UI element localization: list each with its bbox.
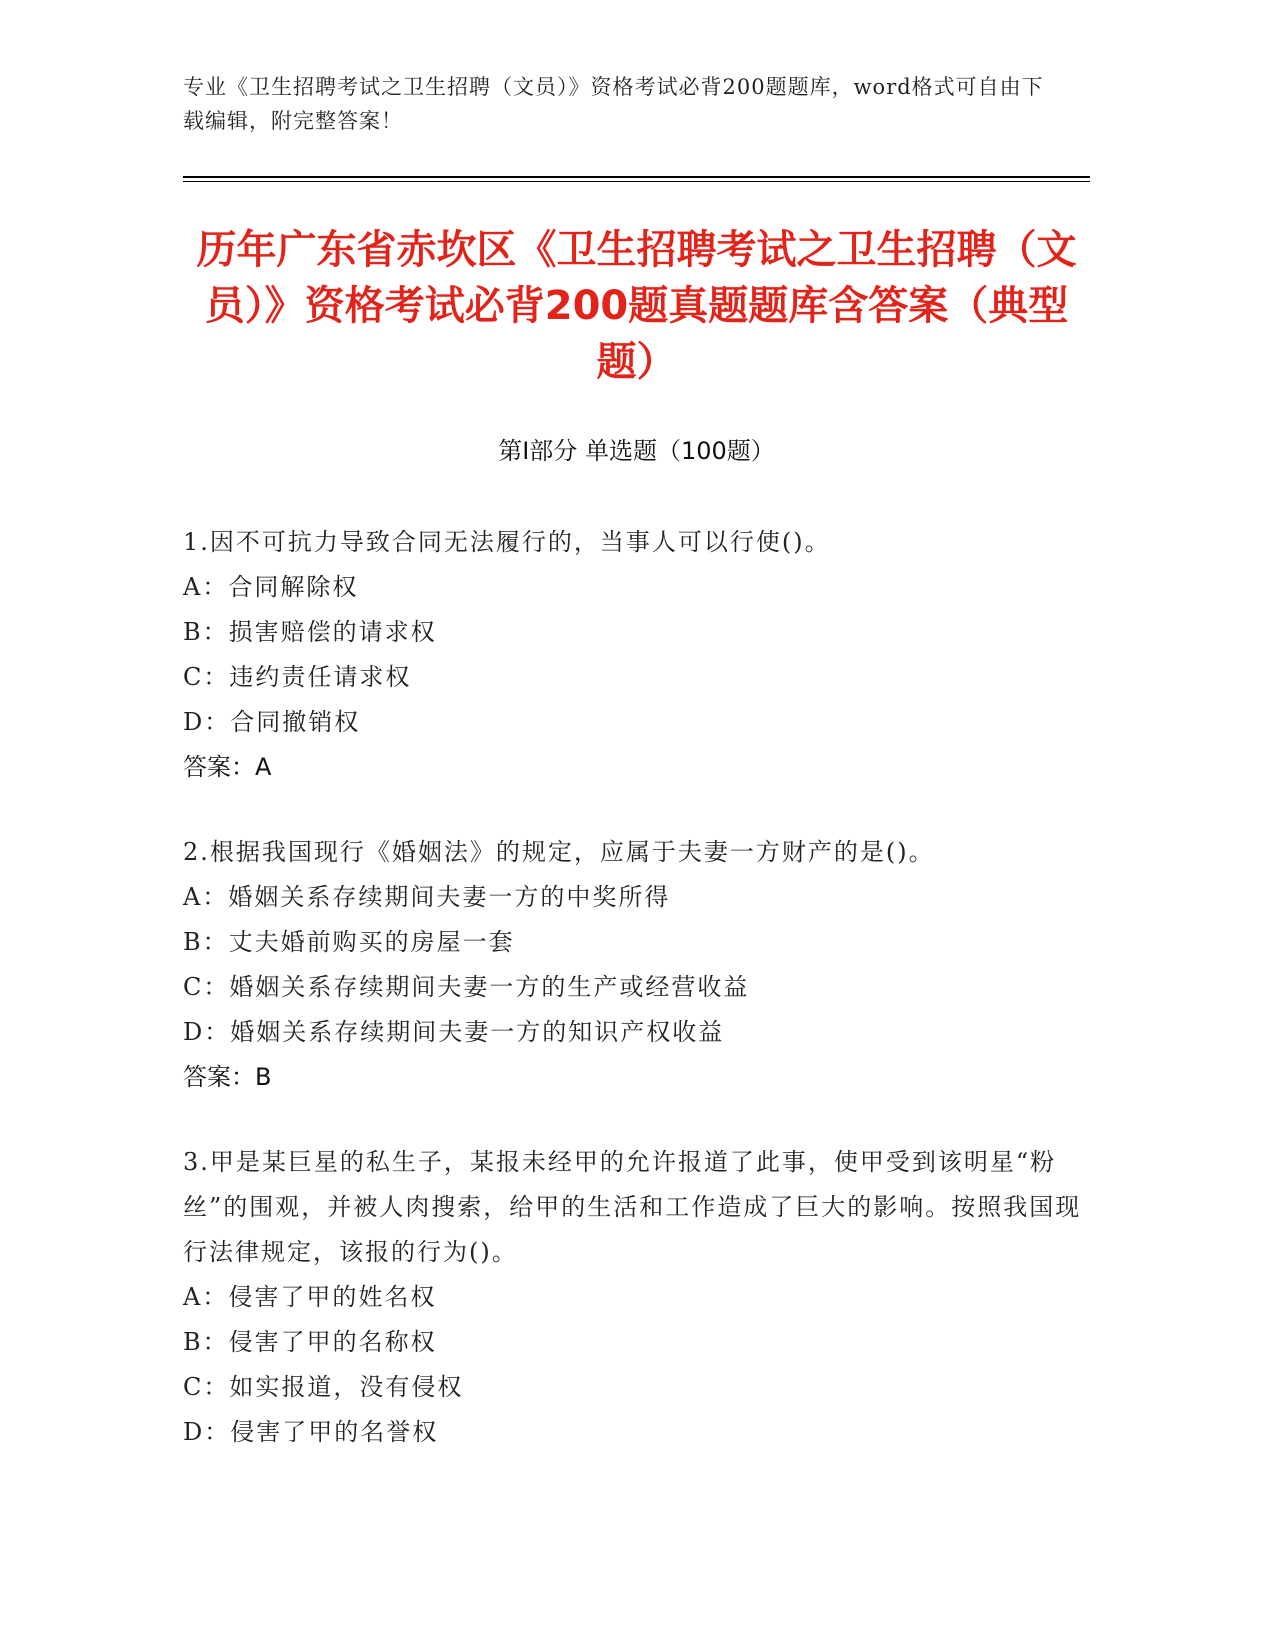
header-divider-thick — [183, 176, 1090, 178]
option-b: B：丈夫婚前购买的房屋一套 — [183, 928, 515, 956]
option-b: B：损害赔偿的请求权 — [183, 618, 437, 646]
option-a: A：婚姻关系存续期间夫妻一方的中奖所得 — [183, 883, 671, 911]
question-stem: 3.甲是某巨星的私生子，某报未经甲的允许报道了此事，使甲受到该明星“粉丝”的围观，并被人肉搜索，给甲的生活和工作造成了巨大的影响。按照我国现行法律规定，该报的行为()。 — [183, 1148, 1082, 1266]
question-3 — [183, 1140, 1083, 1455]
option-a: A：合同解除权 — [183, 573, 359, 601]
question-stem: 2.根据我国现行《婚姻法》的规定，应属于夫妻一方财产的是()。 — [183, 838, 935, 866]
question-list — [183, 520, 1083, 1495]
section-heading: 第I部分 单选题（100题） — [498, 437, 775, 465]
header-divider-thin — [183, 181, 1090, 182]
question-stem: 1.因不可抗力导致合同无法履行的，当事人可以行使()。 — [183, 528, 831, 556]
question-1 — [183, 520, 1083, 790]
header-note: 专业《卫生招聘考试之卫生招聘（文员）》资格考试必背200题题库，word格式可自由下载编辑，附完整答案！ — [183, 75, 1044, 133]
option-c: C：如实报道，没有侵权 — [183, 1373, 464, 1401]
option-d: D：婚姻关系存续期间夫妻一方的知识产权收益 — [183, 1018, 725, 1046]
document-title: 历年广东省赤坎区《卫生招聘考试之卫生招聘（文员）》资格考试必背200题真题题库含答案（典型题） — [196, 227, 1077, 385]
option-b: B：侵害了甲的名称权 — [183, 1328, 437, 1356]
question-2 — [183, 830, 1083, 1100]
option-d: D：合同撤销权 — [183, 708, 361, 736]
option-c: C：违约责任请求权 — [183, 663, 412, 691]
answer: 答案：A — [183, 753, 272, 781]
answer: 答案：B — [183, 1063, 272, 1091]
option-d: D：侵害了甲的名誉权 — [183, 1418, 439, 1446]
option-c: C：婚姻关系存续期间夫妻一方的生产或经营收益 — [183, 973, 750, 1001]
option-a: A：侵害了甲的姓名权 — [183, 1283, 437, 1311]
